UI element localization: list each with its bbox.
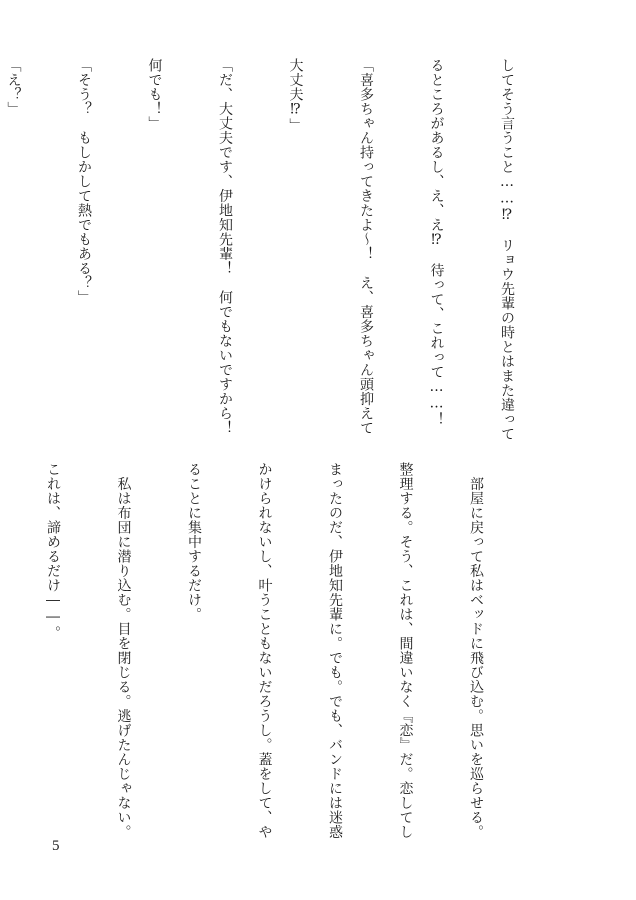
text-line: これは、諦めるだけ――。	[45, 462, 61, 640]
text-line: 「喜多ちゃん持ってきたよ～！ え、喜多ちゃん頭抑えて	[358, 58, 374, 435]
text-line: かけられないし、叶うこともないだろうし。蓋をして、や	[256, 462, 273, 839]
text-line: 整理する。そう、これは、間違いなく『恋』だ。恋してし	[397, 462, 414, 839]
text-line: 「え？」	[5, 58, 22, 116]
page-number: 5	[52, 838, 60, 854]
text-line: 何でも！」	[146, 58, 163, 131]
text-line: してそう言うこと……⁉ リョウ先輩の時とはまた違って	[499, 58, 515, 441]
text-line: 「だ、大丈夫です、伊地知先輩！ 何でもないですから！	[217, 58, 233, 435]
upper-text-block	[5, 58, 565, 441]
lower-text-block	[45, 462, 534, 839]
text-line: 「そう？ もしかして熱でもある？」	[76, 58, 92, 305]
text-line: 部屋に戻って私はベッドに飛び込む。思いを巡らせる。	[468, 462, 484, 839]
text-line: 大丈夫⁉」	[287, 58, 304, 133]
text-line: 私は布団に潜り込む。目を閉じる。逃げたんじゃない。	[115, 462, 132, 839]
text-line: まったのだ、伊地知先輩に。でも。でも、バンドには迷惑	[327, 462, 343, 839]
text-line: ることに集中するだけ。	[186, 462, 202, 622]
text-line: るところがあるし、え、え⁉ 待って、これって……！	[428, 58, 445, 427]
